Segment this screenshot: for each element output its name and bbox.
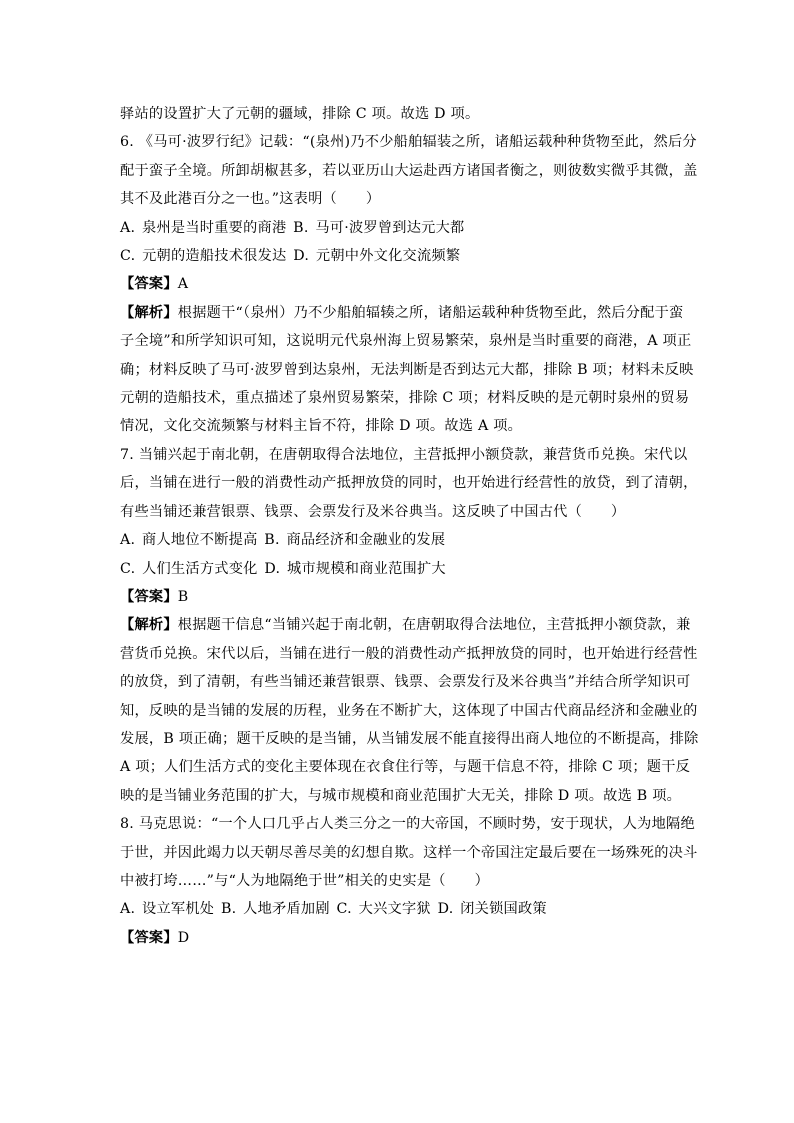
question-6-answer	[120, 270, 680, 298]
question-8-options: A. 设立军机处 B. 人地矛盾加剧 C. 大兴文字狱 D. 闭关锁国政策	[120, 901, 547, 918]
document-body	[120, 100, 699, 952]
question-7-options-cd: C. 人们生活方式变化 D. 城市规模和商业范围扩大	[120, 560, 446, 577]
section-text: 根据题干信息“当铺兴起于南北朝，在唐朝取得合法地位，主营抵押小额贷款，兼	[177, 617, 691, 634]
question-7-stem: 7. 当铺兴起于南北朝，在唐朝取得合法地位，主营抵押小额贷款，兼营货币兑换。宋代以	[120, 446, 688, 463]
text-line: 子全境”和所学知识可知，这说明元代泉州海上贸易繁荣，泉州是当时重要的商港，A 项正	[120, 333, 692, 350]
text-line: 驿站的设置扩大了元朝的疆域，排除 C 项。故选 D 项。	[120, 106, 480, 122]
text-line: 其不及此港百分之一也。”这表明（ ）	[120, 191, 381, 208]
section-text: B	[177, 588, 189, 605]
text-line: 于世，并因此竭力以天朝尽善尽美的幻想自欺。这样一个帝国注定最后要在一场殊死的决斗	[120, 844, 698, 861]
text-line: 情况，文化交流频繁与材料主旨不符，排除 D 项。故选 A 项。	[120, 418, 523, 435]
question-8-stem: 8. 马克思说：“一个人口几乎占人类三分之一的大帝国，不顾时势，安于现状，人为地隔绝	[120, 816, 695, 833]
text-line: 配于蛮子全境。所卸胡椒甚多，若以亚历山大运赴西方诸国者衡之，则彼数实微乎其微，盖	[120, 162, 698, 179]
text-line: 的放贷，到了清朝，有些当铺还兼营银票、钱票、会票发行及米谷典当”并结合所学知识可	[120, 674, 691, 691]
text-line: 元朝的造船技术，重点描述了泉州贸易繁荣，排除 C 项；材料反映的是元朝时泉州的贸易	[120, 390, 690, 407]
question-6-analysis	[120, 299, 684, 327]
question-7-options-ab: A. 商人地位不断提高 B. 商品经济和金融业的发展	[120, 532, 446, 549]
section-text: A	[177, 276, 189, 293]
question-6-options-ab: A. 泉州是当时重要的商港 B. 马可·波罗曾到达元大都	[120, 219, 465, 236]
section-text: 根据题干“（泉州）乃不少船舶辐辏之所，诸船运载种种货物至此，然后分配于蛮	[177, 304, 684, 321]
text-line: 营货币兑换。宋代以后，当铺在进行一般的消费性动产抵押放贷的同时，也开始进行经营性	[120, 645, 698, 662]
text-line: 映的是当铺业务范围的扩大，与城市规模和商业范围扩大无关，排除 D 项。故选 B 项。	[120, 787, 682, 804]
text-line: A 项；人们生活方式的变化主要体现在衣食住行等，与题干信息不符，排除 C 项；题干反	[120, 759, 691, 776]
section-marker: 【解析】	[120, 304, 178, 321]
section-marker: 【答案】	[120, 588, 178, 605]
text-line: 后，当铺在进行一般的消费性动产抵押放贷的同时，也开始进行经营性的放贷，到了清朝，	[120, 475, 698, 492]
question-6-options-cd: C. 元朝的造船技术很发达 D. 元朝中外文化交流频繁	[120, 248, 461, 265]
section-text: D	[177, 929, 190, 946]
question-7-answer	[120, 583, 680, 611]
text-line: 中被打垮……”与“人为地隔绝于世”相关的史实是（ ）	[120, 872, 490, 889]
question-8-answer	[120, 924, 680, 952]
question-6-stem: 6. 《马可·波罗行纪》记载：“(泉州)乃不少船舶辐装之所，诸船运载种种货物至此，然后分	[120, 134, 697, 151]
text-line: 确；材料反映了马可·波罗曾到达泉州，无法判断是否到达元大都，排除 B 项；材料未反映	[120, 361, 694, 378]
text-line: 发展，B 项正确；题干反映的是当铺，从当铺发展不能直接得出商人地位的不断提高，排除	[120, 730, 699, 747]
section-marker: 【答案】	[120, 276, 178, 293]
section-marker: 【答案】	[120, 929, 178, 946]
section-marker: 【解析】	[120, 617, 178, 634]
text-line: 有些当铺还兼营银票、钱票、会票发行及米谷典当。这反映了中国古代（ ）	[120, 503, 626, 520]
text-line: 知，反映的是当铺的发展的历程，业务在不断扩大，这体现了中国古代商品经济和金融业的	[120, 702, 698, 719]
question-7-analysis	[120, 611, 691, 639]
